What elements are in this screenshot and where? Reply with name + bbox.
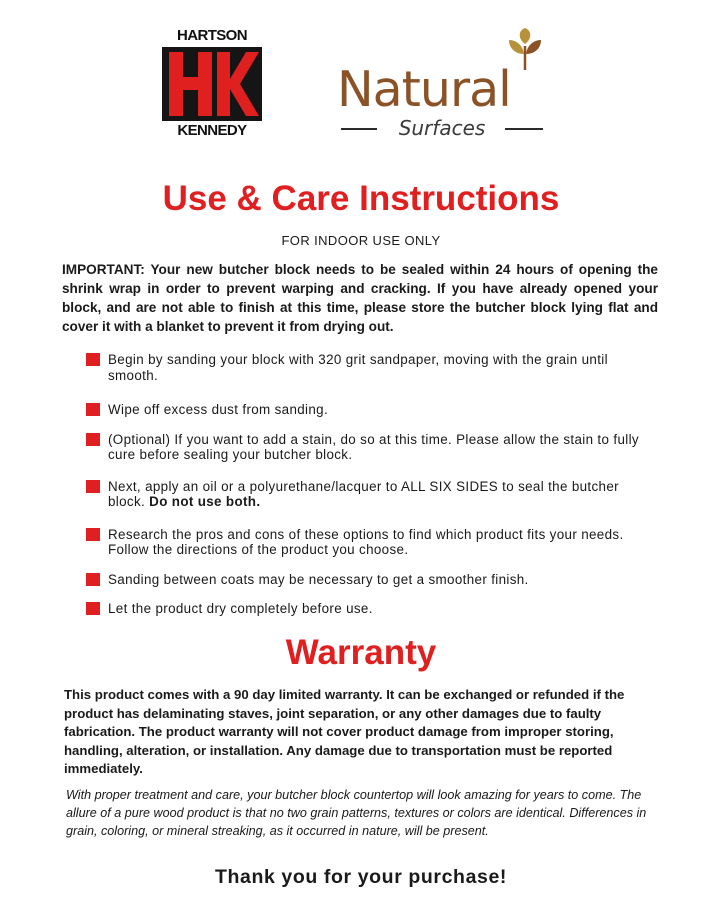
care-step bbox=[86, 601, 646, 617]
bullet-square-icon bbox=[86, 573, 100, 586]
step-text: Research the pros and cons of these options to find which product fits your needs. Follow the directions of the product you choose. bbox=[108, 526, 624, 557]
hk-monogram-icon bbox=[162, 47, 262, 121]
leaves-icon bbox=[505, 28, 545, 70]
surfaces-subtitle: Surfaces bbox=[398, 116, 486, 140]
divider-line bbox=[341, 128, 377, 130]
page-title: Use & Care Instructions bbox=[162, 179, 560, 218]
warranty-title: Warranty bbox=[285, 633, 437, 672]
logo-bottom-text: KENNEDY bbox=[177, 122, 247, 139]
care-step bbox=[86, 479, 646, 510]
divider-line bbox=[505, 128, 543, 130]
hk-monogram bbox=[162, 47, 262, 121]
bullet-square-icon bbox=[86, 433, 100, 446]
closing-paragraph: With proper treatment and care, your butcher block countertop will look amazing for years to come. The allure of a pure wood product is that no two grain patterns, textures or colors are identical. Differences in grain, coloring, or mineral streaking, as it occurred in nature, will be present. bbox=[66, 788, 647, 838]
care-step bbox=[86, 402, 646, 418]
natural-title: Natural bbox=[337, 61, 511, 118]
step-text: Let the product dry completely before use. bbox=[108, 601, 373, 616]
warranty-text: This product comes with a 90 day limited warranty. It can be exchanged or refunded if the product has delaminating staves, joint separation, or any other damages due to faulty fabrication. The product warranty will not cover product damage from improper storing, handling, alteration, or installation. Any damage due to transportation must be reported immediately. bbox=[64, 687, 625, 776]
care-step bbox=[86, 572, 646, 588]
hartson-kennedy-logo bbox=[159, 28, 265, 139]
care-step bbox=[86, 432, 646, 463]
indoor-use-notice: FOR INDOOR USE ONLY bbox=[281, 233, 441, 248]
care-step bbox=[86, 527, 646, 558]
logo-top-text: HARTSON bbox=[177, 27, 247, 44]
step-text: Begin by sanding your block with 320 grit sandpaper, moving with the grain until smooth. bbox=[108, 352, 608, 383]
natural-surfaces-logo bbox=[335, 28, 547, 143]
surfaces-row bbox=[335, 117, 547, 139]
bullet-square-icon bbox=[86, 602, 100, 615]
bullet-square-icon bbox=[86, 403, 100, 416]
care-steps-list bbox=[86, 352, 646, 617]
care-step bbox=[86, 352, 646, 383]
bullet-square-icon bbox=[86, 353, 100, 366]
important-notice: IMPORTANT: Your new butcher block needs to be sealed within 24 hours of opening the shrink wrap in order to prevent warping and cracking. If you have already opened your block, and are not able to finish at this time, please store the butcher block lying flat and cover it with a blanket to prevent it from drying out. bbox=[62, 262, 658, 334]
step-text: (Optional) If you want to add a stain, do so at this time. Please allow the stain to fully cure before sealing your butcher block. bbox=[108, 431, 639, 462]
bullet-square-icon bbox=[86, 528, 100, 541]
bullet-square-icon bbox=[86, 480, 100, 493]
step-emphasis: Do not use both. bbox=[149, 494, 261, 509]
step-text: Sanding between coats may be necessary to get a smoother finish. bbox=[108, 571, 529, 587]
step-text: Next, apply an oil or a polyurethane/lacquer to ALL SIX SIDES to seal the butcher block. bbox=[108, 478, 619, 509]
thank-you-message: Thank you for your purchase! bbox=[214, 866, 507, 888]
step-text: Wipe off excess dust from sanding. bbox=[108, 402, 329, 417]
